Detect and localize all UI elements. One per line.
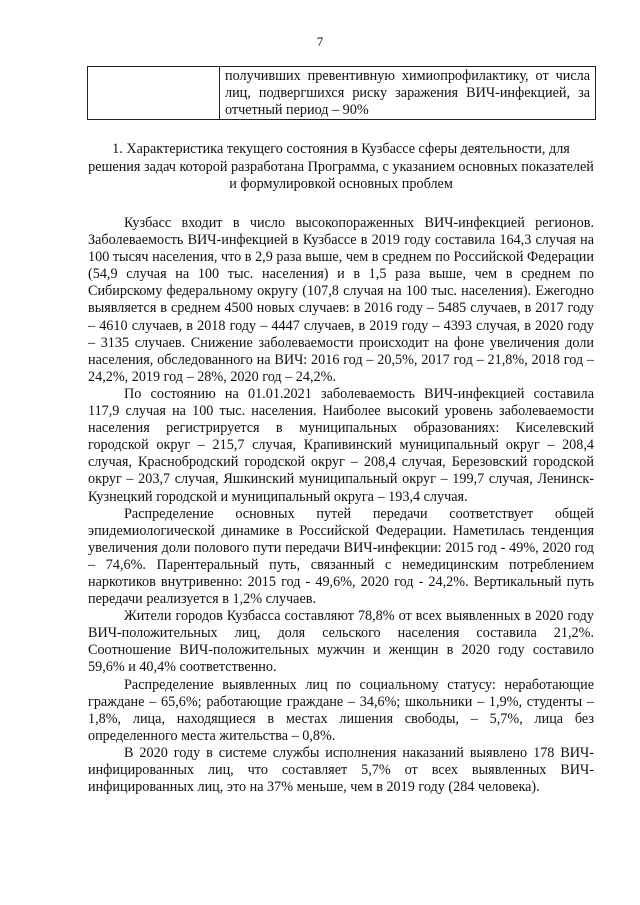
paragraph-1: Кузбасс входит в число высокопораженных ВИЧ-инфекцией регионов. Заболеваемость ВИЧ-инфекцией в Кузбассе в 2019 году составила 164,3 случая на 100 тысяч населения, что в 2,9 раза выше, чем в среднем по Российской Федерации (54,9 случая на 100 тыс. населения) и в 1,5 раза выше, чем в среднем по Сибирскому федеральному округу (107,8 случая на 100 тыс. населения). Ежегодно выявляется в среднем 4500 новых случаев: в 2016 году – 5485 случаев, в 2017 году – 4610 случаев, в 2018 году – 4447 случаев, в 2019 году – 4393 случая, в 2020 году – 3135 случаев. Снижение заболеваемости происходит на фоне увеличения доли населения, обследованного на ВИЧ: 2016 год – 20,5%, 2017 год – 21,8%, 2018 год – 24,2%, 2019 год – 28%, 2020 год – 24,2%. <box>88 215 594 385</box>
table-text-cell: получивших превентивную химиопрофилактику, от числа лиц, подвергшихся риску заражения ВИЧ-инфекцией, за отчетный период – 90% <box>220 67 596 120</box>
continuation-table <box>87 66 596 120</box>
paragraph-2: По состоянию на 01.01.2021 заболеваемость ВИЧ-инфекцией составила 117,9 случая на 100 тыс. населения. Наиболее высокий уровень заболеваемости населения регистрируется в муниципальных образованиях: Киселевский городской округ – 215,7 случая, Крапивинский муниципальный округ – 208,4 случая, Краснобродский городской округ – 208,4 случая, Березовский городской округ – 203,7 случая, Яшкинский муниципальный округ – 199,7 случая, Ленинск-Кузнецкий городской и муниципальный округа – 193,4 случая. <box>88 385 594 505</box>
body-text <box>88 215 594 796</box>
paragraph-6: В 2020 году в системе службы исполнения наказаний выявлено 178 ВИЧ-инфицированных лиц, что составляет 5,7% от всех выявленных ВИЧ-инфицированных лиц, это на 37% меньше, чем в 2019 году (284 человека). <box>88 744 594 796</box>
section-heading: 1. Характеристика текущего состояния в Кузбассе сферы деятельности, для решения задач которой разработана Программа, с указанием основных показателей и формулировкой основных проблем <box>88 141 594 192</box>
paragraph-5: Распределение выявленных лиц по социальному статусу: неработающие граждане – 65,6%; работающие граждане – 34,6%; школьники – 1,9%, студенты – 1,8%, лица, находящиеся в местах лишения свободы, – 5,7%, лица без определенного места жительства – 0,8%. <box>88 676 594 744</box>
page-number: 7 <box>316 34 324 49</box>
paragraph-3: Распределение основных путей передачи соответствует общей эпидемиологической динамике в Российской Федерации. Наметилась тенденция увеличения доли полового пути передачи ВИЧ-инфекции: 2015 год - 49%, 2020 год – 74,6%. Парентеральный путь, связанный с немедицинским потреблением наркотиков внутривенно: 2015 год - 49,6%, 2020 год - 24,2%. Вертикальный путь передачи реализуется в 1,2% случаев. <box>88 505 594 608</box>
paragraph-4: Жители городов Кузбасса составляют 78,8% от всех выявленных в 2020 году ВИЧ-положительных лиц, доля сельского населения составила 21,2%. Соотношение ВИЧ-положительных мужчин и женщин в 2020 году составило 59,6% и 40,4% соответственно. <box>88 608 594 676</box>
table-empty-cell <box>88 67 220 120</box>
table-row <box>88 67 596 120</box>
